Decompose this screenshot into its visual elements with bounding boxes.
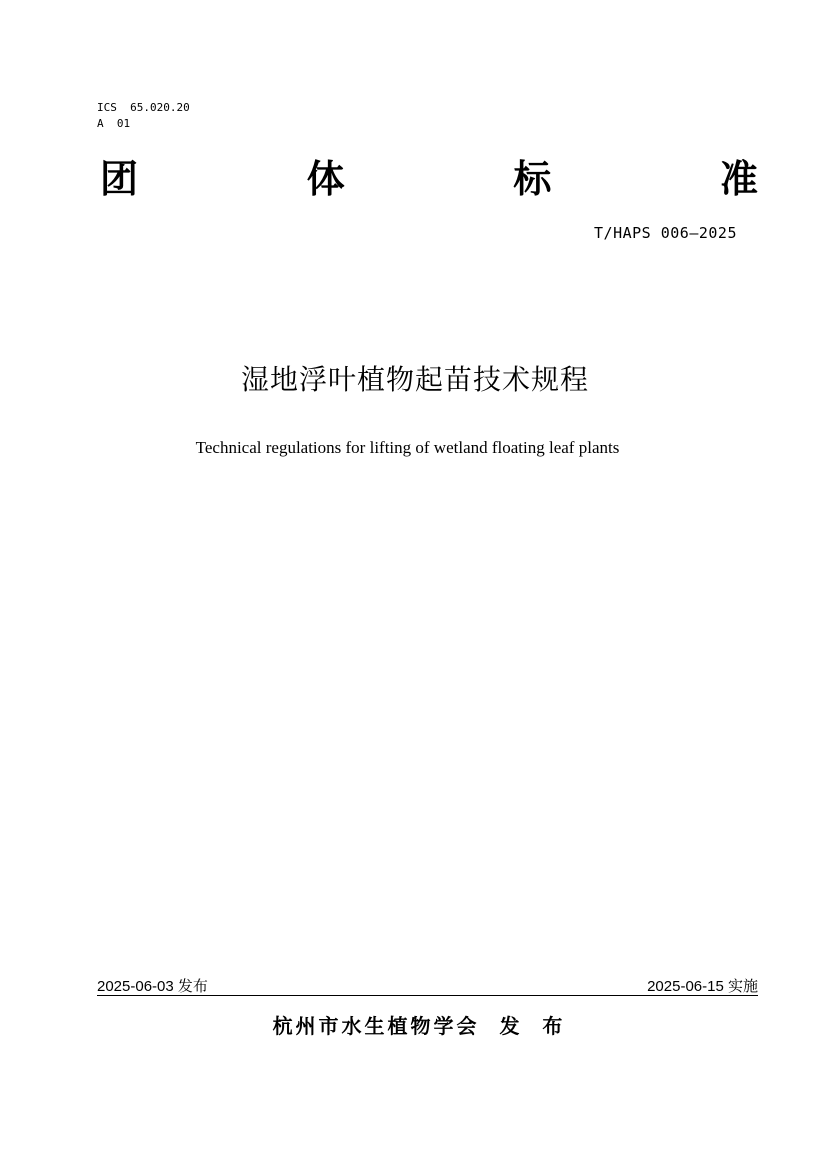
publisher: 杭州市水生植物学会 发 布 xyxy=(272,1014,566,1038)
date-row xyxy=(97,975,758,996)
document-title-chinese: 湿地浮叶植物起苗技术规程 xyxy=(240,363,589,396)
issue-date: 2025-06-03 发布 xyxy=(97,978,208,995)
ccs-code: A 01 xyxy=(97,117,131,130)
standard-type-heading xyxy=(100,155,758,203)
implementation-date: 2025-06-15 实施 xyxy=(647,978,758,995)
ics-code: ICS 65.020.20 xyxy=(97,101,190,114)
heading-char-2: 体 xyxy=(306,157,345,201)
document-title-english: Technical regulations for lifting of wetland floating leaf plants xyxy=(195,438,620,457)
standard-number: T/HAPS 006—2025 xyxy=(594,224,737,242)
heading-char-1: 团 xyxy=(100,157,139,201)
heading-char-4: 准 xyxy=(719,157,758,201)
heading-char-3: 标 xyxy=(513,157,552,201)
ics-classification xyxy=(97,100,190,132)
